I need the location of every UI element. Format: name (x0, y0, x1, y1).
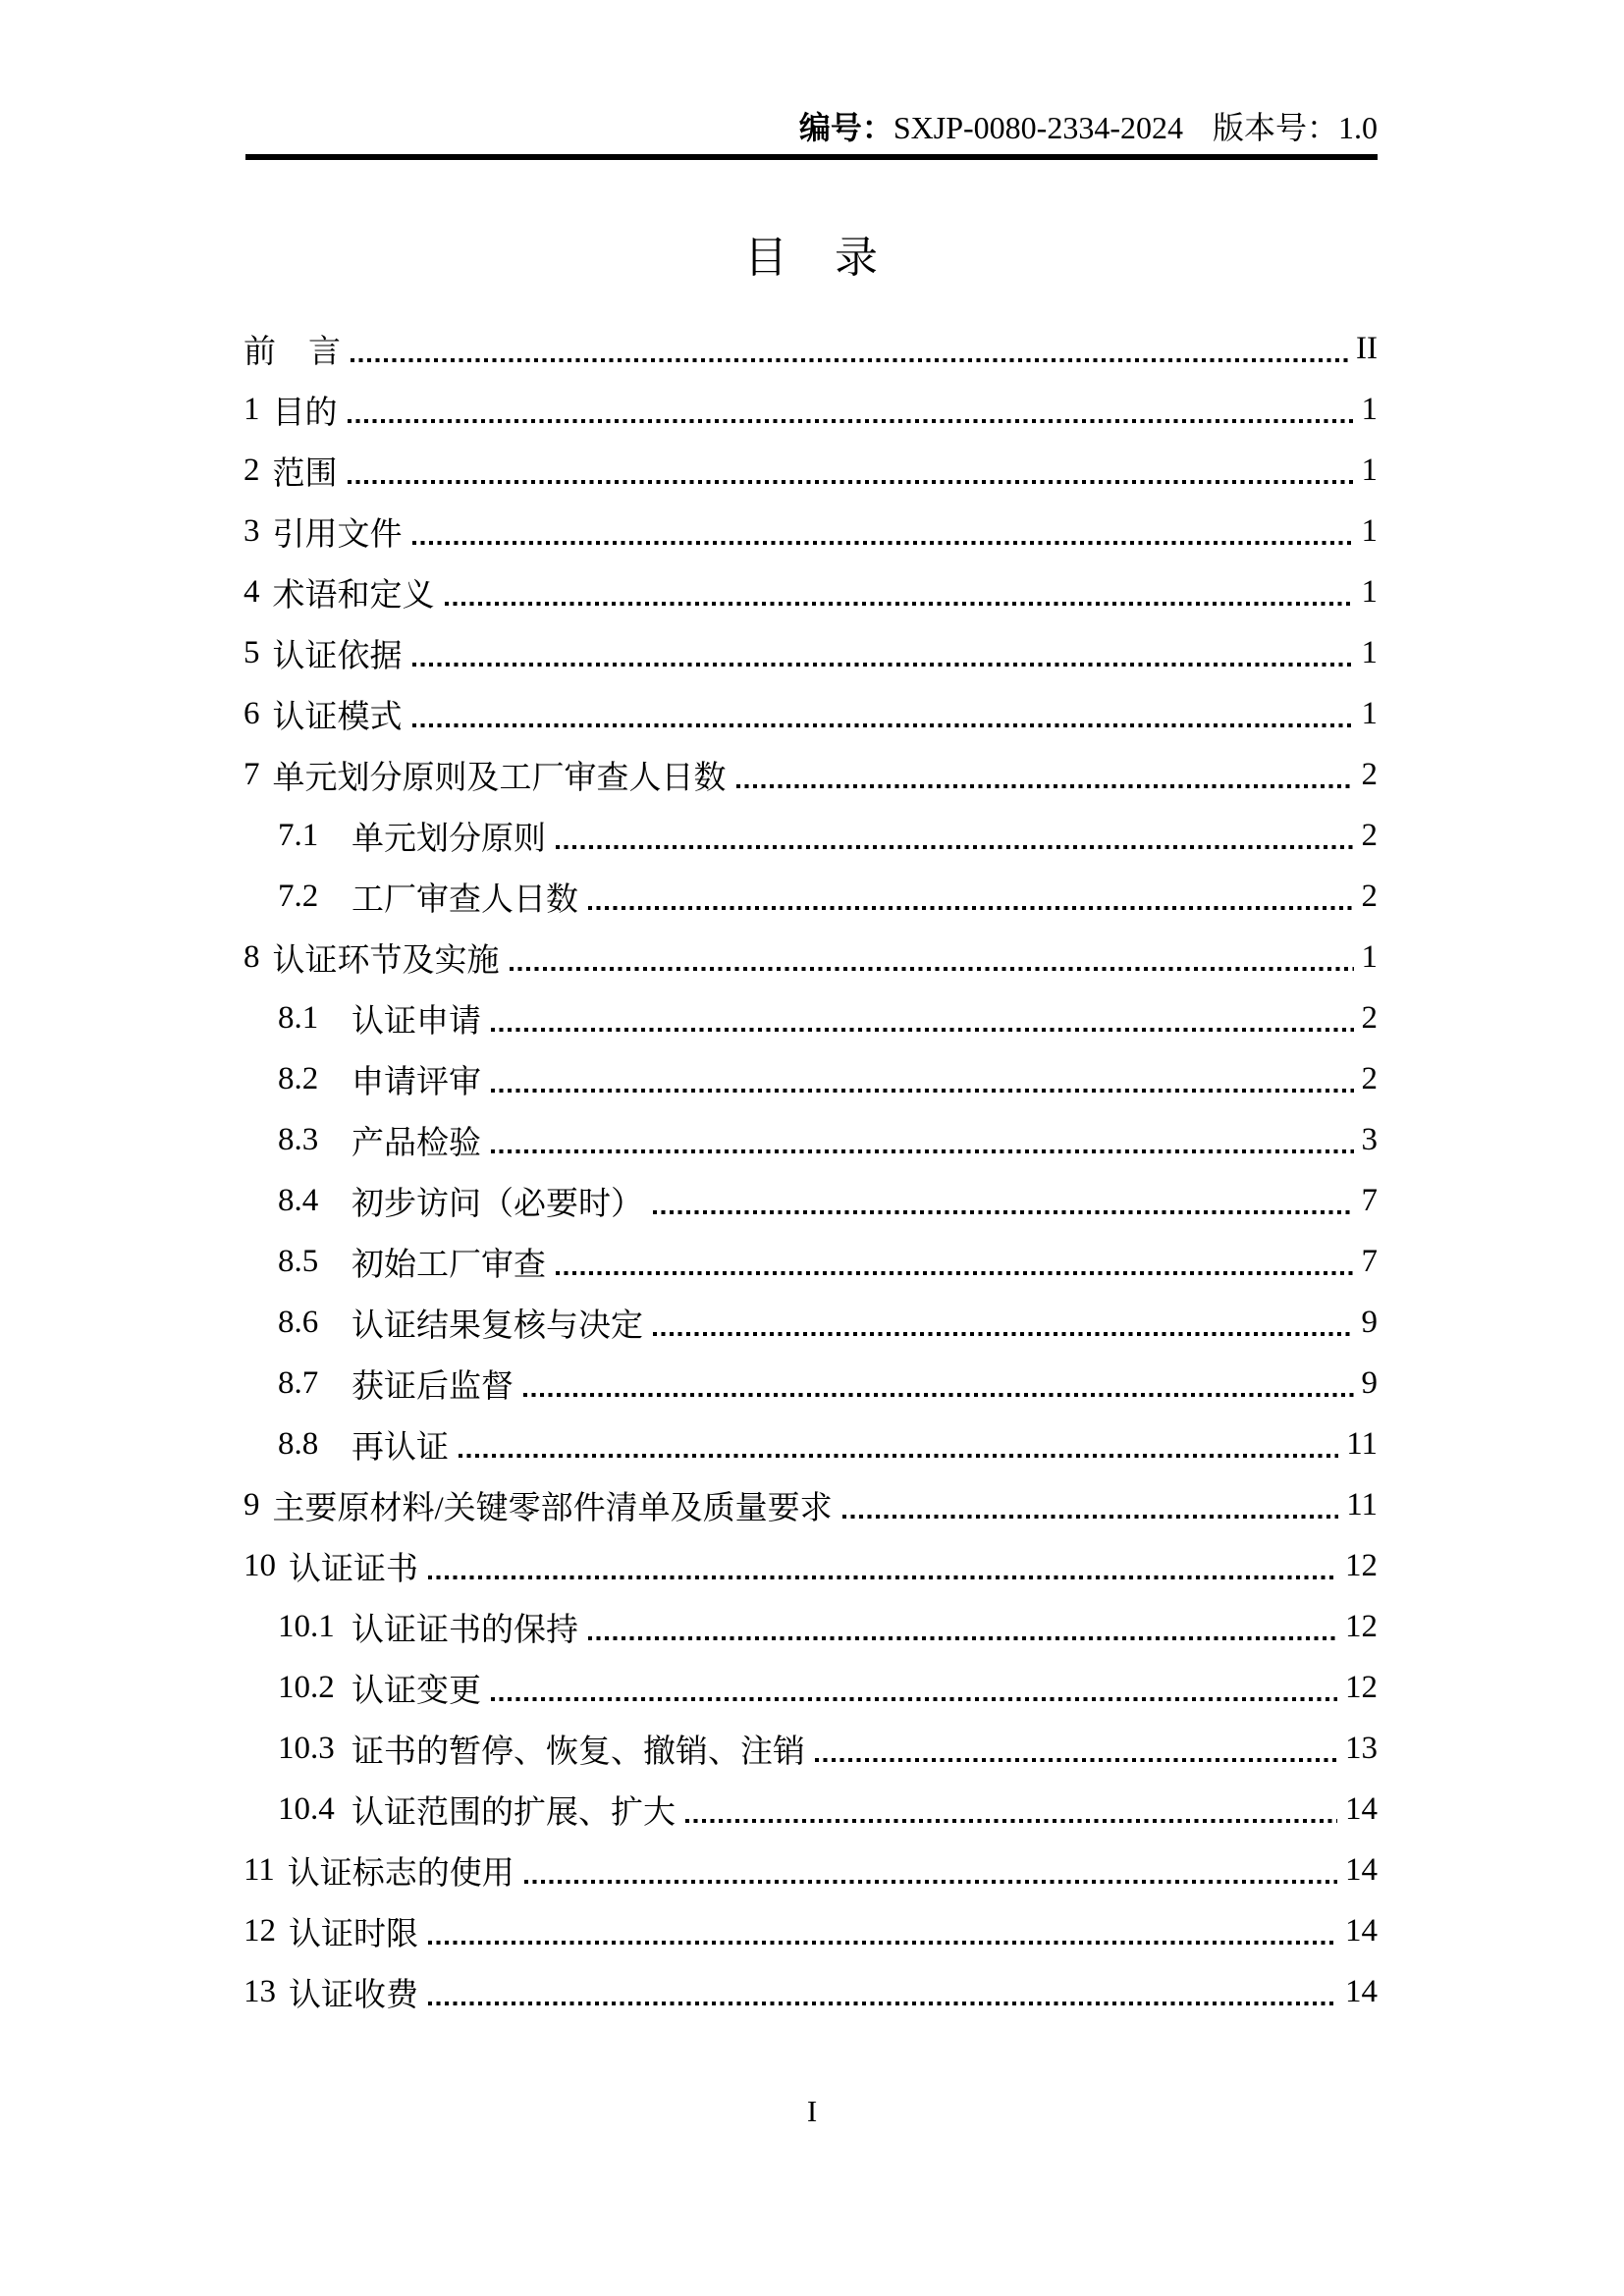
toc-page-number: 12 (1345, 1669, 1378, 1705)
toc-row[interactable] (244, 318, 1378, 379)
toc-item-number: 8.2 (278, 1060, 319, 1096)
toc-page-number: 14 (1345, 1851, 1378, 1888)
toc-item-number: 8 (244, 938, 260, 975)
toc-leader-dots (348, 480, 1354, 484)
toc-item-title: 主要原材料/关键零部件清单及质量要求 (272, 1490, 833, 1526)
toc-row[interactable] (244, 1109, 1378, 1170)
toc-item-title: 申请评审 (352, 1064, 481, 1100)
page-footer (0, 2093, 1624, 2130)
toc-leader-dots (445, 602, 1354, 606)
toc-page-number: 7 (1361, 1182, 1378, 1218)
toc-item-number: 9 (244, 1486, 260, 1522)
toc-page-number: 12 (1345, 1608, 1378, 1644)
toc-item-title: 初始工厂审查 (352, 1247, 546, 1283)
toc-leader-dots (653, 1332, 1354, 1336)
toc-item-title: 产品检验 (352, 1125, 481, 1161)
toc-leader-dots (523, 1393, 1354, 1397)
toc-page-number: II (1356, 330, 1378, 366)
document-title: 目 录 (744, 234, 880, 282)
toc-row[interactable] (244, 866, 1378, 927)
toc-item-number: 8.6 (278, 1304, 319, 1340)
toc-item-number: 8.7 (278, 1364, 319, 1401)
toc-leader-dots (491, 1028, 1354, 1032)
toc-page-number: 12 (1345, 1547, 1378, 1583)
toc-item-title: 认证结果复核与决定 (352, 1308, 643, 1344)
toc-item-number: 11 (244, 1851, 275, 1888)
toc-leader-dots (842, 1515, 1339, 1519)
doc-number-label: 编号： (798, 110, 893, 145)
toc-item-title: 获证后监督 (352, 1368, 514, 1405)
toc-row[interactable] (244, 1170, 1378, 1231)
toc-page-number: 14 (1345, 1790, 1378, 1827)
toc-row[interactable] (244, 1596, 1378, 1657)
toc-page-number: 11 (1346, 1425, 1378, 1462)
toc-page-number: 14 (1345, 1912, 1378, 1949)
toc-item-title: 单元划分原则 (352, 821, 546, 857)
toc-leader-dots (348, 419, 1354, 423)
toc-item-number: 7 (244, 756, 260, 792)
toc-page-number: 9 (1361, 1364, 1378, 1401)
toc-item-title: 前 言 (244, 334, 341, 370)
toc-item-number: 10.2 (278, 1669, 335, 1705)
toc-item-number: 6 (244, 695, 260, 731)
toc-item-number: 4 (244, 573, 260, 610)
toc-item-number: 10 (244, 1547, 276, 1583)
toc-leader-dots (491, 1697, 1337, 1701)
toc-row[interactable] (244, 379, 1378, 440)
toc-row[interactable] (244, 561, 1378, 622)
toc-page-number: 1 (1361, 634, 1378, 670)
toc-page-number: 2 (1361, 1060, 1378, 1096)
toc-item-title: 范围 (272, 455, 338, 492)
toc-page-number: 1 (1361, 391, 1378, 427)
toc-row[interactable] (244, 805, 1378, 866)
toc-item-title: 初步访问（必要时） (352, 1186, 643, 1222)
toc-item-title: 认证环节及实施 (272, 942, 500, 979)
toc-item-number: 1 (244, 391, 260, 427)
toc-row[interactable] (244, 1961, 1378, 2022)
toc-leader-dots (351, 358, 1348, 362)
toc-leader-dots (815, 1758, 1337, 1762)
toc-row[interactable] (244, 1231, 1378, 1292)
toc-item-title: 目的 (272, 395, 338, 431)
footer-page-number: I (806, 2094, 818, 2128)
toc-item-title: 工厂审查人日数 (352, 881, 578, 918)
toc-leader-dots (653, 1210, 1354, 1214)
toc-item-title: 认证标志的使用 (287, 1855, 514, 1892)
toc-page-number: 3 (1361, 1121, 1378, 1157)
toc-item-number: 10.1 (278, 1608, 335, 1644)
toc-item-number: 7.2 (278, 878, 319, 914)
doc-number-value: SXJP-0080-2334-2024 (893, 110, 1183, 145)
toc-page-number: 1 (1361, 573, 1378, 610)
toc-row[interactable] (244, 622, 1378, 683)
toc-page-number: 2 (1361, 999, 1378, 1036)
toc-page-number: 1 (1361, 938, 1378, 975)
toc-item-title: 引用文件 (272, 516, 403, 553)
toc-leader-dots (412, 723, 1354, 727)
toc-row[interactable] (244, 683, 1378, 744)
toc-page-number: 9 (1361, 1304, 1378, 1340)
toc-row[interactable] (244, 1292, 1378, 1353)
toc-item-number: 12 (244, 1912, 276, 1949)
toc-leader-dots (428, 2002, 1337, 2005)
toc-row[interactable] (244, 1474, 1378, 1535)
toc-item-title: 认证申请 (352, 1003, 481, 1040)
toc-leader-dots (524, 1880, 1337, 1884)
toc-item-number: 8.5 (278, 1243, 319, 1279)
toc-row[interactable] (244, 1779, 1378, 1840)
toc-item-number: 10.4 (278, 1790, 335, 1827)
toc-item-title: 认证范围的扩展、扩大 (352, 1794, 676, 1831)
toc-leader-dots (588, 1636, 1337, 1640)
toc-item-number: 13 (244, 1973, 276, 2009)
toc-leader-dots (428, 1941, 1337, 1945)
toc-leader-dots (412, 663, 1354, 667)
toc-item-title: 认证变更 (352, 1673, 481, 1709)
toc-leader-dots (556, 845, 1354, 849)
toc-page-number: 1 (1361, 452, 1378, 488)
toc-leader-dots (459, 1454, 1338, 1458)
toc-item-number: 2 (244, 452, 260, 488)
toc-item-number: 8.8 (278, 1425, 319, 1462)
toc-item-number: 5 (244, 634, 260, 670)
toc-page-number: 1 (1361, 695, 1378, 731)
toc-row[interactable] (244, 988, 1378, 1048)
toc-item-title: 认证证书的保持 (352, 1612, 578, 1648)
toc-item-title: 认证证书 (289, 1551, 418, 1587)
toc-item-number: 8.4 (278, 1182, 319, 1218)
toc-leader-dots (491, 1089, 1354, 1093)
toc-page-number: 2 (1361, 756, 1378, 792)
toc-page-number: 7 (1361, 1243, 1378, 1279)
toc-item-title: 认证时限 (289, 1916, 418, 1952)
toc-row[interactable] (244, 744, 1378, 805)
version-label: 版本号： (1212, 110, 1338, 145)
toc-item-number: 8.3 (278, 1121, 319, 1157)
toc-page-number: 2 (1361, 817, 1378, 853)
toc-leader-dots (491, 1149, 1354, 1153)
page-header (245, 110, 1378, 160)
toc-row[interactable] (244, 1657, 1378, 1718)
toc-item-number: 3 (244, 512, 260, 549)
toc-item-title: 认证收费 (289, 1977, 418, 2013)
toc-row[interactable] (244, 1718, 1378, 1779)
toc-row[interactable] (244, 1535, 1378, 1596)
toc-item-title: 单元划分原则及工厂审查人日数 (272, 760, 727, 796)
toc-row[interactable] (244, 440, 1378, 501)
toc-page-number: 2 (1361, 878, 1378, 914)
toc-list (244, 318, 1378, 2022)
toc-item-number: 10.3 (278, 1730, 335, 1766)
toc-page-number: 14 (1345, 1973, 1378, 2009)
toc-item-title: 证书的暂停、恢复、撤销、注销 (352, 1734, 805, 1770)
toc-page-number: 1 (1361, 512, 1378, 549)
toc-row[interactable] (244, 1353, 1378, 1414)
toc-item-title: 术语和定义 (272, 577, 435, 614)
toc-item-title: 再认证 (352, 1429, 449, 1466)
toc-item-number: 8.1 (278, 999, 319, 1036)
toc-page-number: 11 (1346, 1486, 1378, 1522)
toc-item-title: 认证模式 (272, 699, 403, 735)
toc-row[interactable] (244, 1048, 1378, 1109)
version-value: 1.0 (1338, 110, 1378, 145)
toc-leader-dots (736, 784, 1354, 788)
toc-item-title: 认证依据 (272, 638, 403, 674)
toc-row[interactable] (244, 1900, 1378, 1961)
toc-row[interactable] (244, 1840, 1378, 1900)
toc-item-number: 7.1 (278, 817, 319, 853)
toc-leader-dots (510, 967, 1354, 971)
toc-leader-dots (428, 1575, 1337, 1579)
toc-row[interactable] (244, 927, 1378, 988)
toc-leader-dots (412, 541, 1354, 545)
toc-row[interactable] (244, 1414, 1378, 1474)
toc-leader-dots (556, 1271, 1354, 1275)
toc-leader-dots (588, 906, 1354, 910)
toc-row[interactable] (244, 501, 1378, 561)
toc-page-number: 13 (1345, 1730, 1378, 1766)
toc-leader-dots (685, 1819, 1337, 1823)
